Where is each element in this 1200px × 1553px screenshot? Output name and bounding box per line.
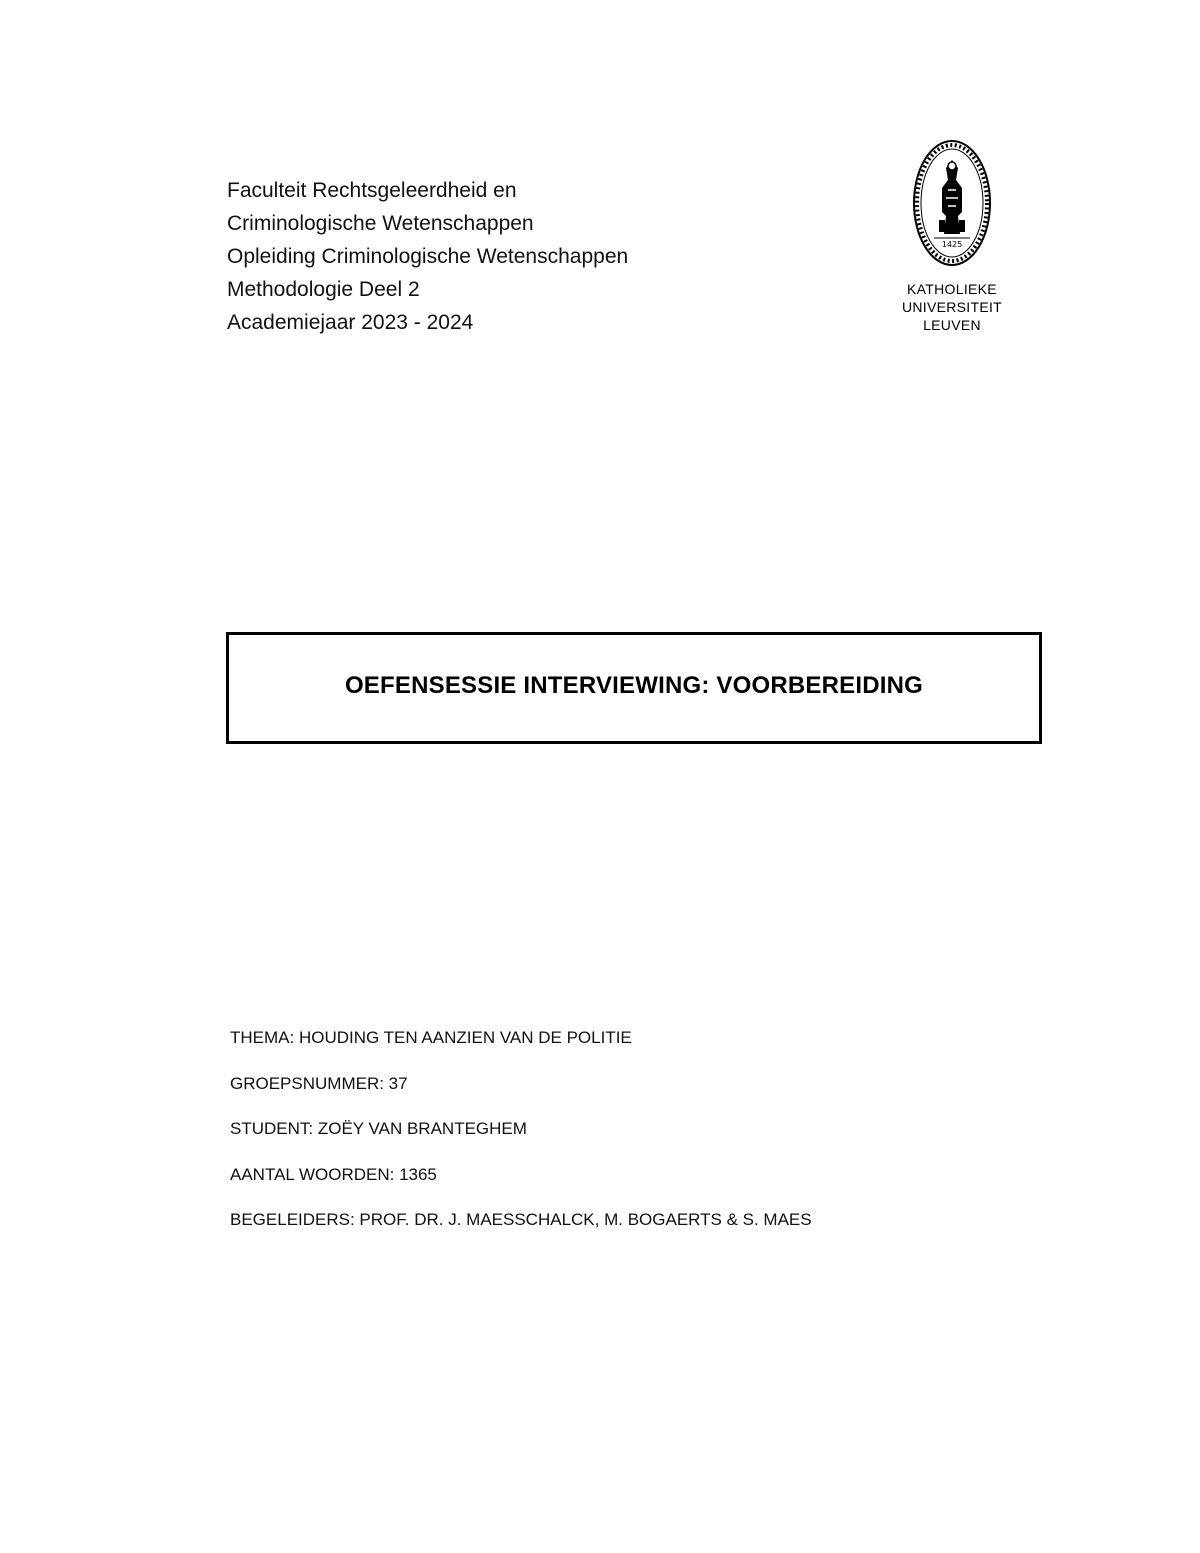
university-name-line-1: KATHOLIEKE xyxy=(907,281,997,297)
document-info xyxy=(230,1028,1130,1256)
university-name-line-2: UNIVERSITEIT xyxy=(901,299,1003,315)
course-line: Methodologie Deel 2 xyxy=(227,278,420,301)
word-count-line: AANTAL WOORDEN: 1365 xyxy=(230,1164,437,1184)
seal-year: 1425 xyxy=(941,240,963,249)
student-line: STUDENT: ZOËY VAN BRANTEGHEM xyxy=(230,1119,527,1138)
faculty-line-continued: Criminologische Wetenschappen xyxy=(227,212,534,235)
university-name xyxy=(890,280,1014,334)
faculty-line: Faculteit Rechtsgeleerdheid en xyxy=(227,179,517,202)
university-name-line-3: LEUVEN xyxy=(923,317,981,333)
document-title: OEFENSESSIE INTERVIEWING: VOORBEREIDING xyxy=(344,672,924,699)
title-box xyxy=(226,632,1042,744)
university-logo xyxy=(890,138,1014,334)
academic-year-line: Academiejaar 2023 - 2024 xyxy=(227,311,474,334)
group-number-line: GROEPSNUMMER: 37 xyxy=(230,1073,408,1093)
faculty-header xyxy=(227,174,787,339)
supervisors-line: BEGELEIDERS: PROF. DR. J. MAESSCHALCK, M. BOGAERTS & S. MAES xyxy=(230,1210,812,1229)
program-line: Opleiding Criminologische Wetenschappen xyxy=(227,245,629,268)
university-seal-icon xyxy=(912,138,992,268)
theme-line: THEMA: HOUDING TEN AANZIEN VAN DE POLITIE xyxy=(230,1028,632,1047)
